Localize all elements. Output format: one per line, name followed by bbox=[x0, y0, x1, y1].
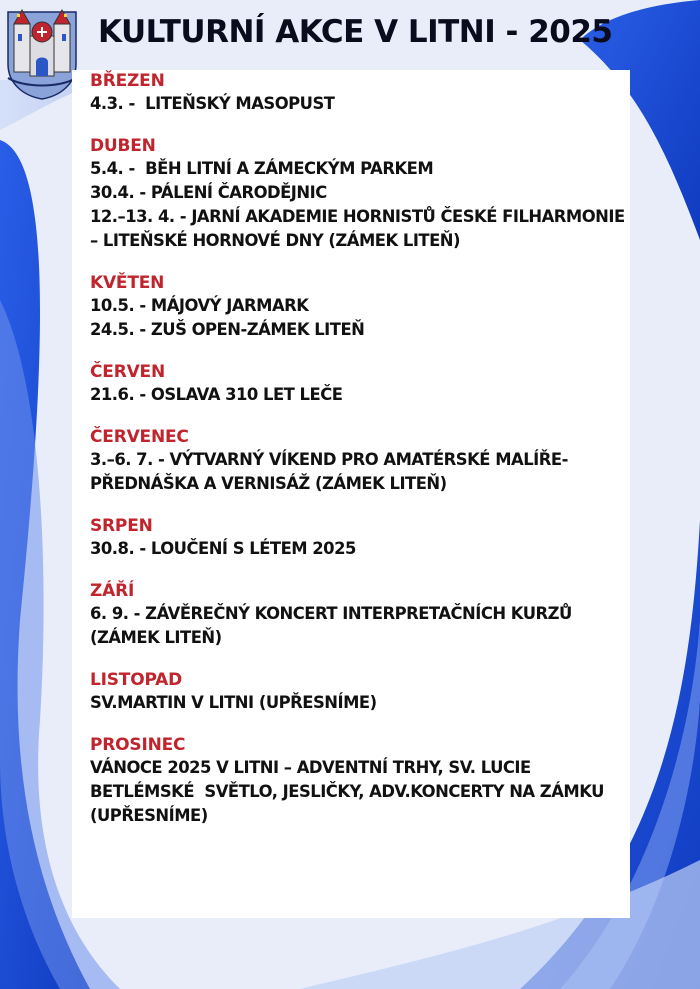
month-heading: LISTOPAD bbox=[90, 670, 183, 690]
event-item: 4.3. - LITEŇSKÝ MASOPUST bbox=[90, 94, 335, 113]
coat-of-arms-icon bbox=[4, 4, 80, 100]
month-heading: BŘEZEN bbox=[90, 71, 165, 91]
event-item: 5.4. - BĚH LITNÍ A ZÁMECKÝM PARKEM bbox=[90, 159, 434, 178]
event-item: 6. 9. - ZÁVĚREČNÝ KONCERT INTERPRETAČNÍCH KURZŮ (ZÁMEK LITEŇ) bbox=[90, 604, 578, 647]
month-july bbox=[90, 426, 630, 496]
event-item: 30.8. - LOUČENÍ S LÉTEM 2025 bbox=[90, 539, 356, 558]
month-april bbox=[90, 135, 630, 253]
month-march bbox=[90, 70, 630, 116]
month-heading: ZÁŘÍ bbox=[90, 581, 135, 601]
month-heading: PROSINEC bbox=[90, 735, 186, 755]
event-item: 12.–13. 4. - JARNÍ AKADEMIE HORNISTŮ ČESKÉ FILHARMONIE – LITEŇSKÉ HORNOVÉ DNY (ZÁMEK LITEŇ) bbox=[90, 207, 630, 250]
event-item: 21.6. - OSLAVA 310 LET LEČE bbox=[90, 385, 343, 404]
month-heading: KVĚTEN bbox=[90, 273, 165, 293]
event-item: 24.5. - ZUŠ OPEN-ZÁMEK LITEŇ bbox=[90, 320, 365, 339]
month-june bbox=[90, 361, 630, 407]
month-december bbox=[90, 734, 630, 828]
month-heading: ČERVEN bbox=[90, 362, 165, 382]
event-item: SV.MARTIN V LITNI (UPŘESNÍME) bbox=[90, 693, 377, 712]
event-item: 3.–6. 7. - VÝTVARNÝ VÍKEND PRO AMATÉRSKÉ MALÍŘE- PŘEDNÁŠKA A VERNISÁŽ (ZÁMEK LITEŇ) bbox=[90, 450, 574, 493]
month-heading: SRPEN bbox=[90, 516, 153, 536]
event-item: 10.5. - MÁJOVÝ JARMARK bbox=[90, 296, 309, 315]
page-title: KULTURNÍ AKCE V LITNI - 2025 bbox=[98, 14, 613, 50]
month-september bbox=[90, 580, 630, 650]
month-november bbox=[90, 669, 630, 715]
month-may bbox=[90, 272, 630, 342]
month-heading: DUBEN bbox=[90, 136, 156, 156]
event-item: VÁNOCE 2025 V LITNI – ADVENTNÍ TRHY, SV. LUCIE BETLÉMSKÉ SVĚTLO, JESLIČKY, ADV.KONCERTY NA ZÁMKU (UPŘESNÍME) bbox=[90, 758, 610, 825]
event-item: 30.4. - PÁLENÍ ČARODĚJNIC bbox=[90, 183, 327, 202]
month-august bbox=[90, 515, 630, 561]
month-heading: ČERVENEC bbox=[90, 427, 189, 447]
events-list bbox=[90, 70, 630, 847]
